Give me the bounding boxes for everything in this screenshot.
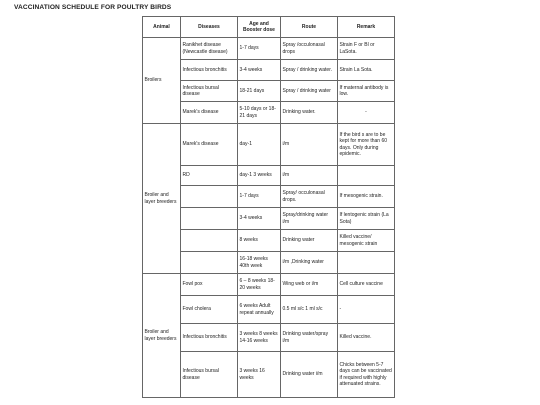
table-row [143, 186, 395, 208]
disease-cell [181, 230, 238, 252]
remark-cell: Killed vaccine. [338, 324, 395, 352]
table-row [143, 208, 395, 230]
table-header-row [143, 17, 395, 38]
remark-cell [338, 252, 395, 274]
table-row [143, 230, 395, 252]
route-cell: Drinking water/spray i/m [281, 324, 338, 352]
header-remark: Remark [338, 17, 395, 38]
table-row [143, 324, 395, 352]
route-cell: Spray/drinking water i/m [281, 208, 338, 230]
table-row [143, 81, 395, 102]
table-row [143, 352, 395, 398]
animal-cell: Broilers [143, 38, 181, 124]
disease-cell: Marek's disease [181, 124, 238, 166]
header-animal: Animal [143, 17, 181, 38]
age-cell: 18-21 days [238, 81, 281, 102]
vaccination-table [142, 16, 395, 398]
age-cell: 3-4 weeks [238, 60, 281, 81]
table-row [143, 38, 395, 60]
disease-cell: Fowl cholera [181, 296, 238, 324]
table-row [143, 252, 395, 274]
header-route: Route [281, 17, 338, 38]
age-cell: 8 weeks [238, 230, 281, 252]
age-cell: day-1 [238, 124, 281, 166]
route-cell: i/m [281, 166, 338, 186]
disease-cell: RD [181, 166, 238, 186]
age-cell: 3-4 weeks [238, 208, 281, 230]
age-cell: 1-7 days [238, 186, 281, 208]
animal-cell: Broiler and layer breeders [143, 274, 181, 398]
disease-cell: Marek's disease [181, 102, 238, 124]
disease-cell: Infectious bursal disease [181, 81, 238, 102]
animal-cell: Broiler and layer breeders [143, 124, 181, 274]
route-cell: Drinking water [281, 230, 338, 252]
remark-cell: Strain F or Bl or LaSota. [338, 38, 395, 60]
route-cell: Spray / drinking water. [281, 60, 338, 81]
table-row [143, 124, 395, 166]
disease-cell: Infectious bursal disease [181, 352, 238, 398]
route-cell: i/m ,Drinking water [281, 252, 338, 274]
document-title: VACCINATION SCHEDULE FOR POULTRY BIRDS [14, 4, 172, 11]
route-cell: Spray/ occulonasal drops. [281, 186, 338, 208]
remark-cell: If lentogenic strain (La Sota) [338, 208, 395, 230]
disease-cell [181, 186, 238, 208]
remark-cell [338, 166, 395, 186]
route-cell: Spray /occulonasal drops [281, 38, 338, 60]
route-cell: Spray / drinking water [281, 81, 338, 102]
header-age-booster: Age and Booster dose [238, 17, 281, 38]
table-row [143, 60, 395, 81]
remark-cell: Cell culture vaccine [338, 274, 395, 296]
remark-cell: If maternal antibody is low. [338, 81, 395, 102]
table-row [143, 296, 395, 324]
age-cell: 16-18 weeks 40th week [238, 252, 281, 274]
route-cell: i/m [281, 124, 338, 166]
route-cell: Wing web or i/m [281, 274, 338, 296]
age-cell: 3 weeks 16 weeks [238, 352, 281, 398]
remark-cell: Chicks between 5-7 days can be vaccinated if required with highly attenuated strains. [338, 352, 395, 398]
remark-cell: - [338, 102, 395, 124]
age-cell: 6 weeks Adult repeat annually [238, 296, 281, 324]
table-row [143, 166, 395, 186]
age-cell: 3 weeks 8 weeks 14-16 weeks [238, 324, 281, 352]
age-cell: 1-7 days [238, 38, 281, 60]
table-row [143, 102, 395, 124]
age-cell: day-1 3 weeks [238, 166, 281, 186]
disease-cell [181, 208, 238, 230]
remark-cell: If mesogenic strain. [338, 186, 395, 208]
remark-cell: If the bird s are to be kept for more than 60 days. Only during epidemic. [338, 124, 395, 166]
header-diseases: Diseases [181, 17, 238, 38]
disease-cell: Fowl pox [181, 274, 238, 296]
disease-cell: Infectious bronchitis [181, 60, 238, 81]
disease-cell: Infectious bronchitis [181, 324, 238, 352]
age-cell: 6 – 8 weeks 18-20 weeks [238, 274, 281, 296]
route-cell: Drinking water i/m [281, 352, 338, 398]
disease-cell: Ranikhet disease (Newcastle disease) [181, 38, 238, 60]
remark-cell: Killed vaccine/ mesogenic strain [338, 230, 395, 252]
table-row [143, 274, 395, 296]
disease-cell [181, 252, 238, 274]
remark-cell: Strain La Sota. [338, 60, 395, 81]
route-cell: 0.5 ml s/c 1 ml s/c [281, 296, 338, 324]
age-cell: 5-10 days or 18-21 days [238, 102, 281, 124]
route-cell: Drinking water. [281, 102, 338, 124]
remark-cell: - [338, 296, 395, 324]
